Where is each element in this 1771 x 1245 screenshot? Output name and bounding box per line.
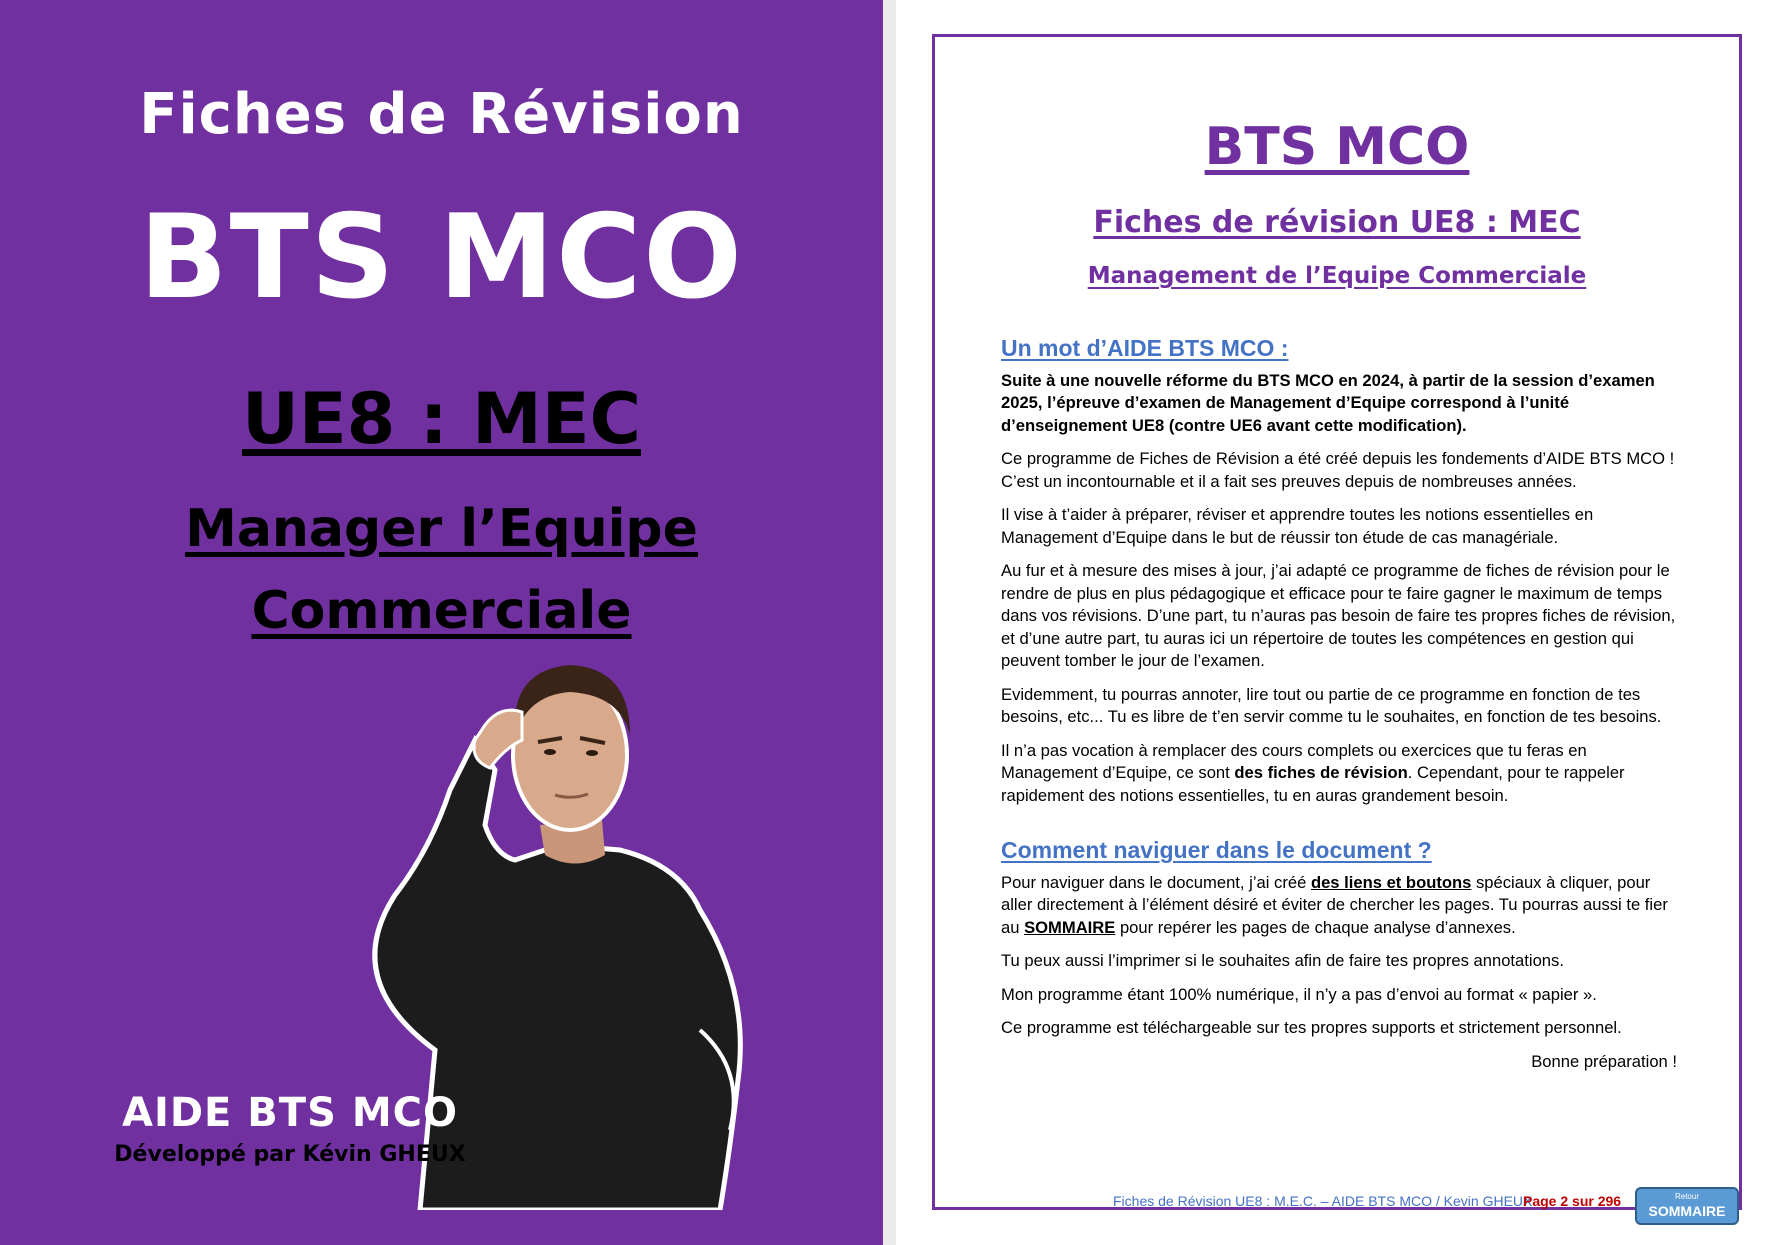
intro-p6-text-c: . Cependant, pour te rappeler rapidement des notions essentielles, tu en auras grandement besoin. bbox=[1001, 763, 1625, 805]
page-frame bbox=[932, 34, 1742, 1219]
intro-paragraph-2: Ce programme de Fiches de Révision a été créé depuis les fondements d’AIDE BTS MCO ! C’est un incontournable et il a fait ses preuves depuis de nombreuses années. bbox=[1001, 449, 1675, 491]
closing-text: Bonne préparation ! bbox=[1531, 1051, 1677, 1071]
cover-page bbox=[0, 0, 883, 1245]
nav-paragraph-2: Tu peux aussi l’imprimer si le souhaites afin de faire tes propres annotations. bbox=[1001, 951, 1564, 970]
sommaire-button-label: SOMMAIRE bbox=[1648, 1203, 1726, 1219]
page-body bbox=[1001, 337, 1677, 1084]
nav-paragraph-3: Mon programme étant 100% numérique, il n’y a pas d’envoi au format « papier ». bbox=[1001, 984, 1597, 1004]
cover-unit: UE8 : MEC bbox=[242, 378, 641, 460]
cover-subtitle-line1: Manager l’Equipe bbox=[185, 499, 698, 559]
cover-developer: Développé par Kévin GHEUX bbox=[114, 1142, 466, 1167]
nav-p1-sommaire: SOMMAIRE bbox=[1024, 917, 1116, 937]
intro-paragraph-3: Il vise à t’aider à préparer, réviser et apprendre toutes les notions essentielles en Management d’Equipe dans le but de réussir ton étude de cas managériale. bbox=[1001, 505, 1594, 547]
cover-heading: Fiches de Révision bbox=[139, 82, 744, 147]
section-heading-navigation: Comment naviguer dans le document ? bbox=[1001, 837, 1432, 863]
section-heading-intro: Un mot d’AIDE BTS MCO : bbox=[1001, 335, 1289, 361]
nav-p1-text-a: Pour naviguer dans le document, j’ai créé bbox=[1001, 872, 1311, 892]
document-page bbox=[896, 0, 1771, 1245]
page-subtitle-2: Management de l’Equipe Commerciale bbox=[1087, 263, 1587, 289]
intro-paragraph-6 bbox=[1001, 740, 1677, 808]
page-subtitle: Fiches de révision UE8 : MEC bbox=[1093, 205, 1581, 240]
intro-p6-bold: des fiches de révision bbox=[1234, 763, 1408, 782]
page-title: BTS MCO bbox=[1204, 117, 1470, 177]
cover-title: BTS MCO bbox=[139, 190, 744, 325]
sommaire-button[interactable] bbox=[1635, 1187, 1739, 1225]
footer-page-number: Page 2 sur 296 bbox=[1523, 1193, 1622, 1209]
cover-subtitle bbox=[0, 488, 883, 652]
cover-brand: AIDE BTS MCO bbox=[122, 1090, 458, 1136]
nav-paragraph-1 bbox=[1001, 872, 1677, 940]
intro-paragraph-1: Suite à une nouvelle réforme du BTS MCO en 2024, à partir de la session d’examen 2025, l’épreuve d’examen de Management d’Equipe correspond à l’unité d’enseignement UE8 (contre UE6 avant cette modification). bbox=[1001, 370, 1655, 435]
intro-paragraph-5: Evidemment, tu pourras annoter, lire tout ou partie de ce programme en fonction de tes besoins, etc... Tu es libre de t’en servir comme tu le souhaites, en fonction de tes besoins. bbox=[1001, 684, 1662, 726]
nav-p1-links-text: des liens et boutons bbox=[1310, 872, 1472, 892]
intro-paragraph-4: Au fur et à mesure des mises à jour, j’ai adapté ce programme de fiches de révision pour le rendre de plus en plus pédagogique et efficace pour te faire gagner le maximum de temps dans vos révisions. D’une part, tu n’auras pas besoin de faire tes propres fiches de révision, et d’une autre part, tu auras ici un répertoire de toutes les compétences en gestion qui peuvent tomber le jour de l’examen. bbox=[1001, 561, 1676, 670]
nav-p1-text-c: spéciaux à cliquer, pour aller directement à l’élément désiré et éviter de chercher les pages. Tu pourras aussi te fier au bbox=[1001, 872, 1668, 937]
cover-subtitle-line2: Commerciale bbox=[251, 581, 632, 641]
footer-text: Fiches de Révision UE8 : M.E.C. – AIDE BTS MCO / Kevin GHEUX bbox=[1113, 1193, 1533, 1209]
nav-p1-text-e: pour repérer les pages de chaque analyse d’annexes. bbox=[1115, 917, 1516, 937]
intro-p6-text-a: Il n’a pas vocation à remplacer des cours complets ou exercices que tu feras en Management d’Equipe, ce sont bbox=[1001, 740, 1587, 782]
nav-paragraph-4: Ce programme est téléchargeable sur tes propres supports et strictement personnel. bbox=[1001, 1018, 1622, 1037]
sommaire-button-small-label: Retour bbox=[1674, 1192, 1699, 1201]
